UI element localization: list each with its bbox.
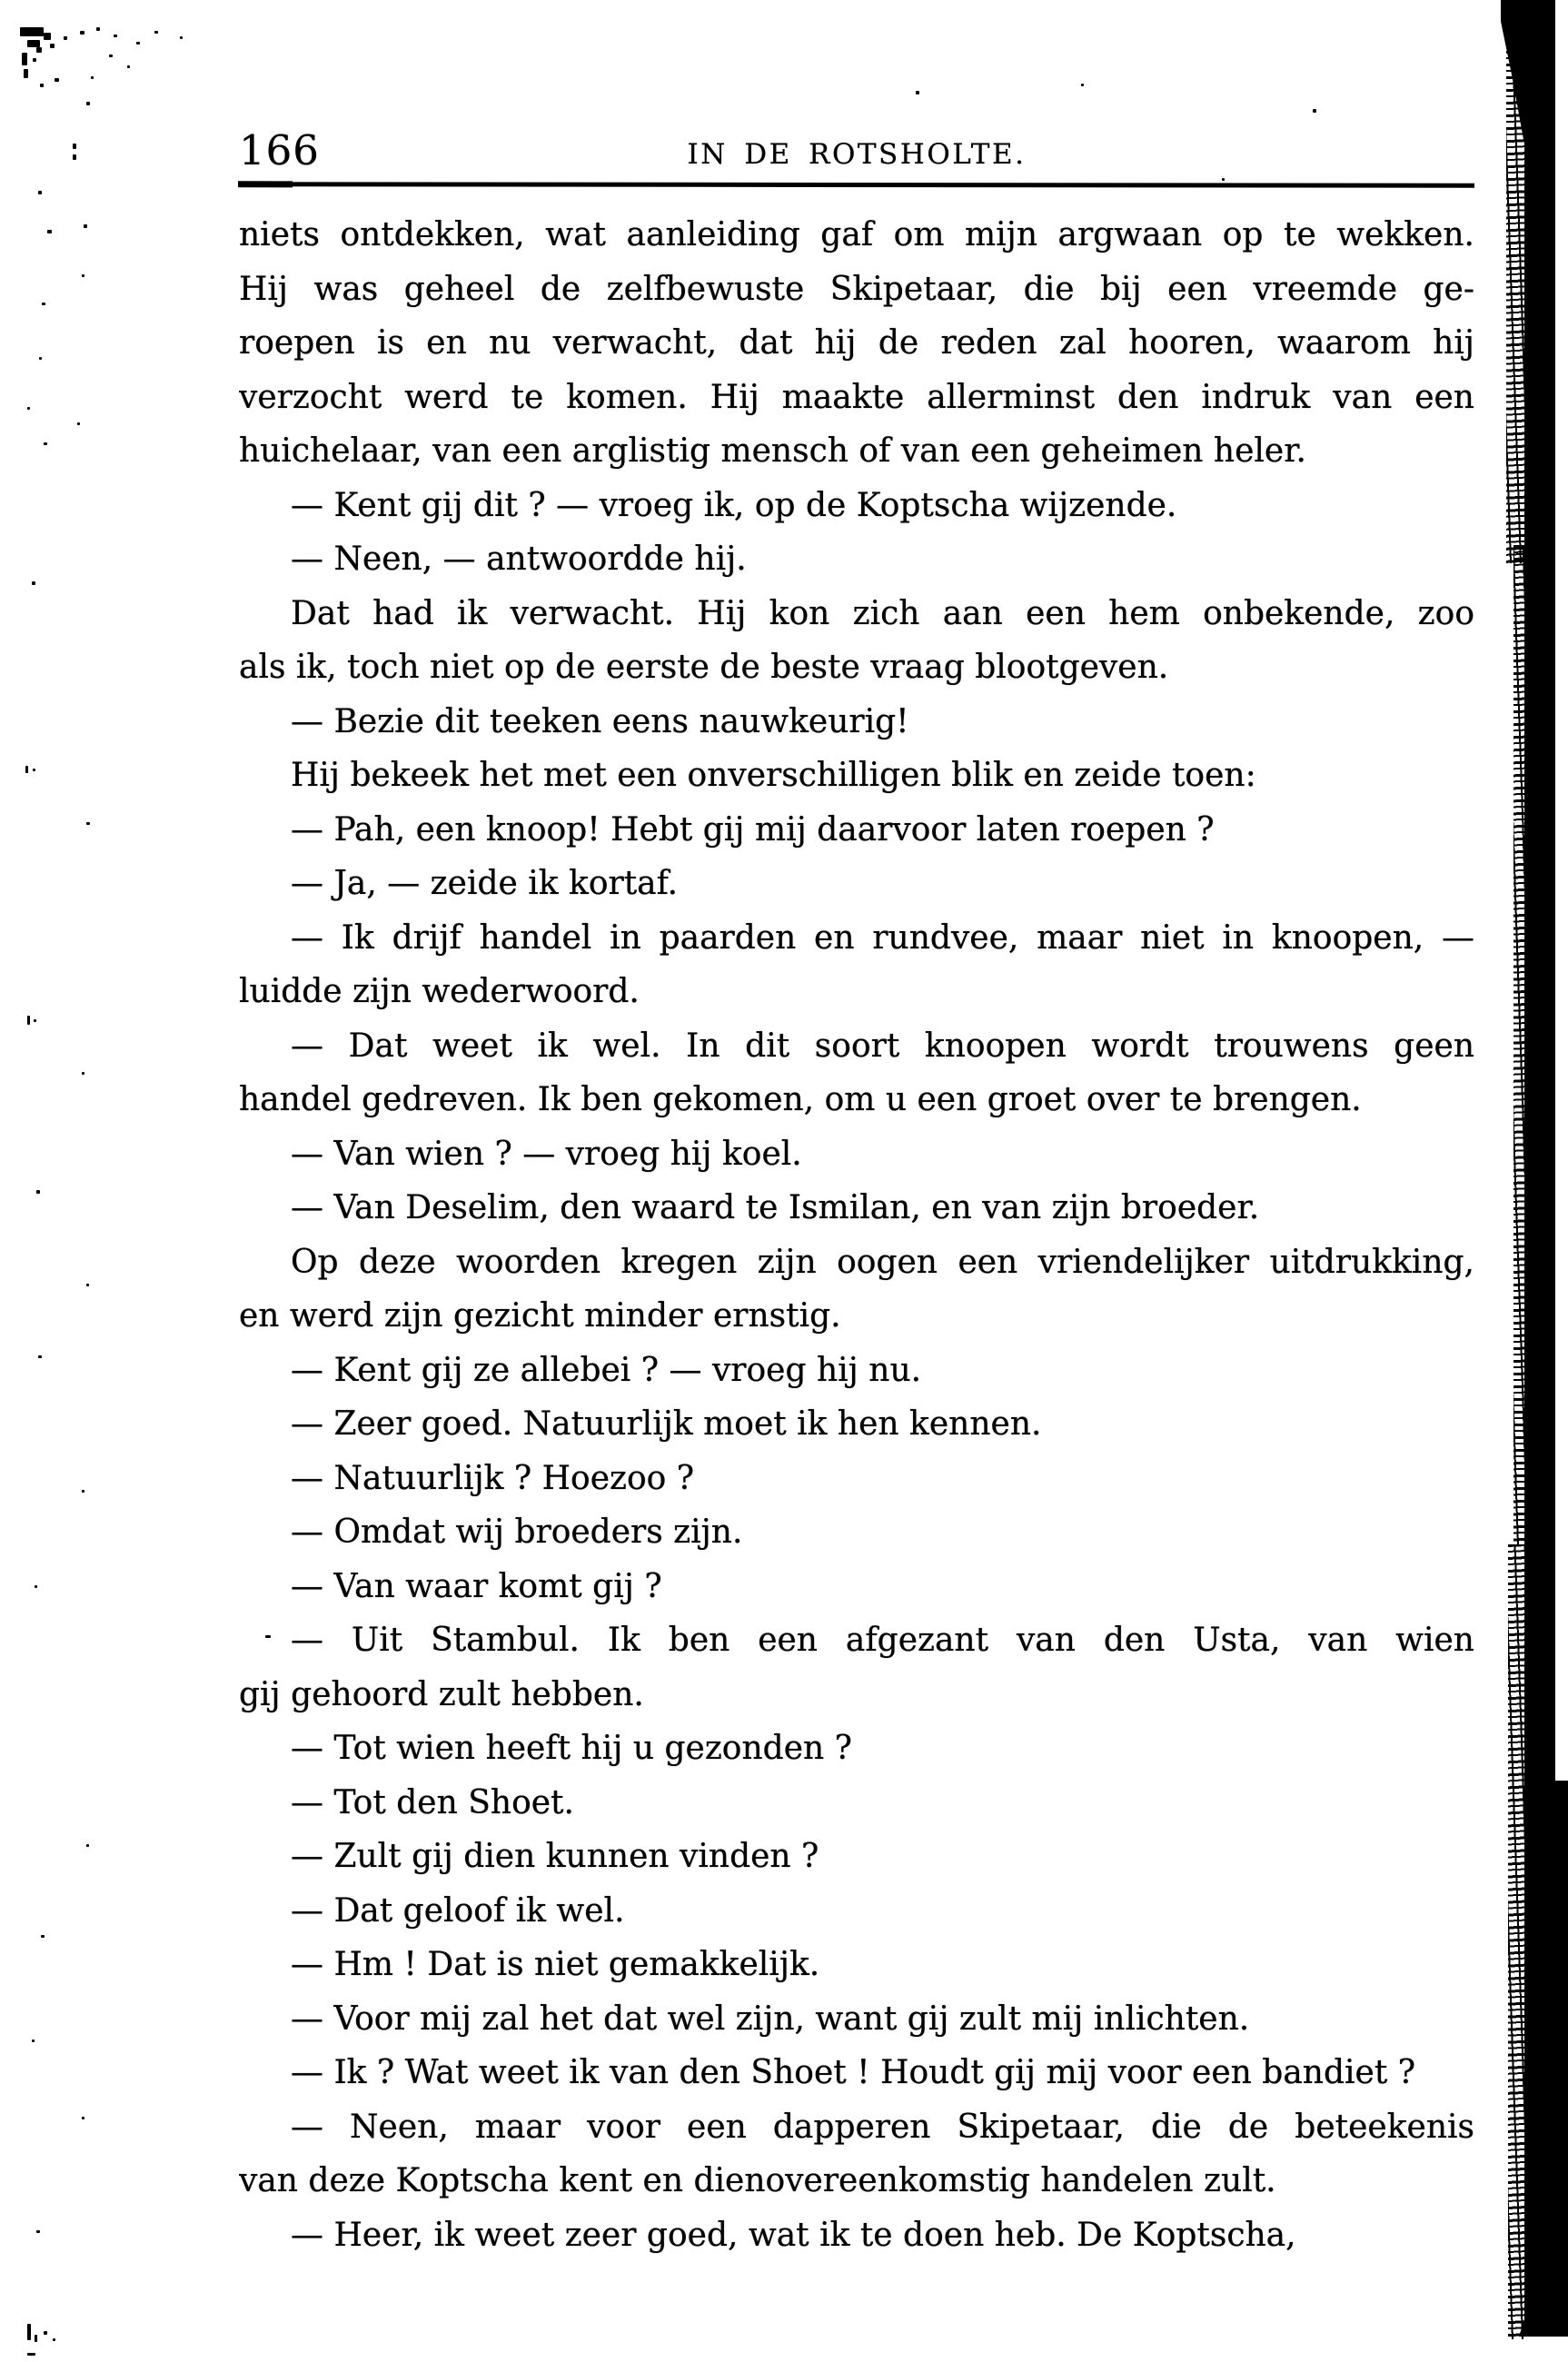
scan-speck xyxy=(82,2117,84,2119)
header-rule xyxy=(238,182,1474,187)
text-line: verzocht werd te komen. Hij maakte allerminst den indruk van een xyxy=(239,378,1474,416)
scan-speck xyxy=(127,65,130,68)
scan-speck xyxy=(20,27,44,36)
scan-speck xyxy=(86,1844,89,1847)
scan-speck xyxy=(136,42,140,45)
scan-speck xyxy=(41,1935,45,1938)
scan-speck xyxy=(32,581,35,585)
text-line: — Neen, maar voor een dapperen Skipetaar, die de beteekenis xyxy=(291,2108,1474,2146)
scan-speck xyxy=(86,1284,89,1286)
text-line: als ik, toch niet op de eerste de beste vraag blootgeven. xyxy=(239,649,1169,686)
scan-speck xyxy=(22,53,27,65)
scan-speck xyxy=(27,2353,35,2356)
text-line: — Voor mij zal het dat wel zijn, want gij zult mij inlichten. xyxy=(291,2000,1250,2038)
scan-speck xyxy=(180,36,183,39)
text-line: — Neen, — antwoordde hij. xyxy=(291,541,747,578)
text-line: — Kent gij ze allebei ? — vroeg hij nu. xyxy=(291,1351,922,1389)
text-line: Dat had ik verwacht. Hij kon zich aan een hem onbekende, zoo xyxy=(291,594,1474,632)
scan-speck xyxy=(44,33,51,40)
text-line: — Tot wien heeft hij u gezonden ? xyxy=(291,1730,852,1767)
scan-speck xyxy=(86,102,90,105)
text-line: — Natuurlijk ? Hoezoo ? xyxy=(291,1459,695,1497)
scan-speck xyxy=(44,2331,47,2335)
scan-speck xyxy=(27,2324,31,2340)
scan-speck xyxy=(84,224,87,228)
text-line: Op deze woorden kregen zijn oogen een vriendelijker uitdrukking, xyxy=(291,1243,1474,1281)
scan-speck xyxy=(55,78,59,82)
scan-speck xyxy=(50,44,55,48)
page-header xyxy=(239,126,1474,186)
scan-speck xyxy=(154,31,158,34)
text-line: — Van wien ? — vroeg hij koel. xyxy=(291,1135,802,1173)
scan-speck xyxy=(33,769,35,771)
text-line: — Ik ? Wat weet ik van den Shoet ! Houdt gij mij voor een bandiet ? xyxy=(291,2054,1416,2091)
text-line: — Zult gij dien kunnen vinden ? xyxy=(291,1838,819,1875)
scan-speck xyxy=(36,47,42,53)
scan-speck xyxy=(64,36,67,40)
text-line: huichelaar, van een arglistig mensch of van een geheimen heler. xyxy=(239,432,1306,470)
text-line: — Tot den Shoet. xyxy=(291,1783,574,1821)
scan-speck xyxy=(73,154,76,160)
text-line: — Dat geloof ik wel. xyxy=(291,1891,625,1930)
scan-speck xyxy=(77,422,80,425)
scan-speck xyxy=(27,40,40,47)
scan-speck xyxy=(109,55,113,57)
scan-speck xyxy=(1313,109,1316,113)
text-line: — Uit Stambul. Ik ben een afgezant van den Usta, van wien xyxy=(291,1622,1474,1659)
text-line: — Van Deselim, den waard te Ismilan, en van zijn broeder. xyxy=(291,1189,1260,1226)
scan-speck xyxy=(27,407,30,410)
scan-speck xyxy=(36,1190,40,1194)
scan-speck xyxy=(39,357,42,360)
scan-speck xyxy=(42,303,45,305)
text-line: van deze Koptscha kent en dienovereenkomstig handelen zult. xyxy=(239,2162,1276,2199)
scan-speck xyxy=(27,1016,30,1025)
scan-speck xyxy=(73,144,76,149)
scan-speck xyxy=(38,1355,42,1358)
scan-speck xyxy=(1081,84,1084,86)
text-line: — Kent gij dit ? — vroeg ik, op de Koptscha wijzende. xyxy=(291,486,1177,524)
text-line: — Pah, een knoop! Hebt gij mij daarvoor laten roepen ? xyxy=(291,810,1215,849)
scan-speck xyxy=(1222,178,1225,181)
scan-speck xyxy=(265,1635,271,1638)
scan-speck xyxy=(35,1585,37,1588)
body-text xyxy=(239,208,1474,2262)
running-title: IN DE ROTSHOLTE. xyxy=(687,138,1027,171)
scan-speck xyxy=(34,1019,36,1022)
text-line: — Omdat wij broeders zijn. xyxy=(291,1513,743,1551)
scan-speck xyxy=(24,69,28,78)
text-line: luidde zijn wederwoord. xyxy=(239,973,640,1010)
scan-speck xyxy=(80,31,84,35)
scan-speck xyxy=(32,2039,35,2042)
text-line: — Zeer goed. Natuurlijk moet ik hen kennen. xyxy=(291,1405,1042,1443)
text-line: — Ja, — zeide ik kortaf. xyxy=(291,865,679,902)
text-line: — Ik drijf handel in paarden en rundvee, maar niet in knoopen, — xyxy=(291,918,1474,957)
scan-speck xyxy=(40,84,44,87)
scan-speck xyxy=(38,191,42,194)
scan-speck xyxy=(35,2335,37,2342)
scan-speck xyxy=(916,91,919,94)
scan-speck xyxy=(82,1490,84,1493)
scan-speck xyxy=(82,274,84,277)
text-line: gij gehoord zult hebben. xyxy=(239,1675,644,1713)
text-line: — Bezie dit teeken eens nauwkeurig! xyxy=(291,702,909,740)
scan-speck xyxy=(86,822,90,825)
text-line: — Van waar komt gij ? xyxy=(291,1567,662,1605)
scan-speck xyxy=(33,58,36,62)
text-line: handel gedreven. Ik ben gekomen, om u een groet over te brengen. xyxy=(239,1081,1362,1118)
scan-speck xyxy=(91,76,94,79)
scan-speck xyxy=(114,35,117,37)
text-line: — Dat weet ik wel. In dit soort knoopen wordt trouwens geen xyxy=(291,1027,1474,1065)
scan-speck xyxy=(82,1072,84,1075)
scan-speck xyxy=(47,230,52,233)
text-line: en werd zijn gezicht minder ernstig. xyxy=(239,1297,841,1335)
scan-speck xyxy=(36,2230,40,2233)
text-line: — Heer, ik weet zeer goed, wat ik te doen heb. De Koptscha, xyxy=(291,2216,1296,2254)
scan-speck xyxy=(53,2338,55,2341)
text-line: niets ontdekken, wat aanleiding gaf om mijn argwaan op te wekken. xyxy=(239,216,1474,253)
page-number: 166 xyxy=(239,126,320,174)
scan-speck xyxy=(96,27,100,31)
text-line: Hij bekeek het met een onverschilligen blik en zeide toen: xyxy=(291,757,1256,794)
text-line: roepen is en nu verwacht, dat hij de reden zal hooren, waarom hij xyxy=(239,324,1474,362)
text-line: — Hm ! Dat is niet gemakkelijk. xyxy=(291,1946,820,1983)
text-line: Hij was geheel de zelfbewuste Skipetaar, die bij een vreemde ge- xyxy=(239,270,1474,308)
scan-speck xyxy=(25,766,28,773)
scan-speck xyxy=(44,442,47,445)
